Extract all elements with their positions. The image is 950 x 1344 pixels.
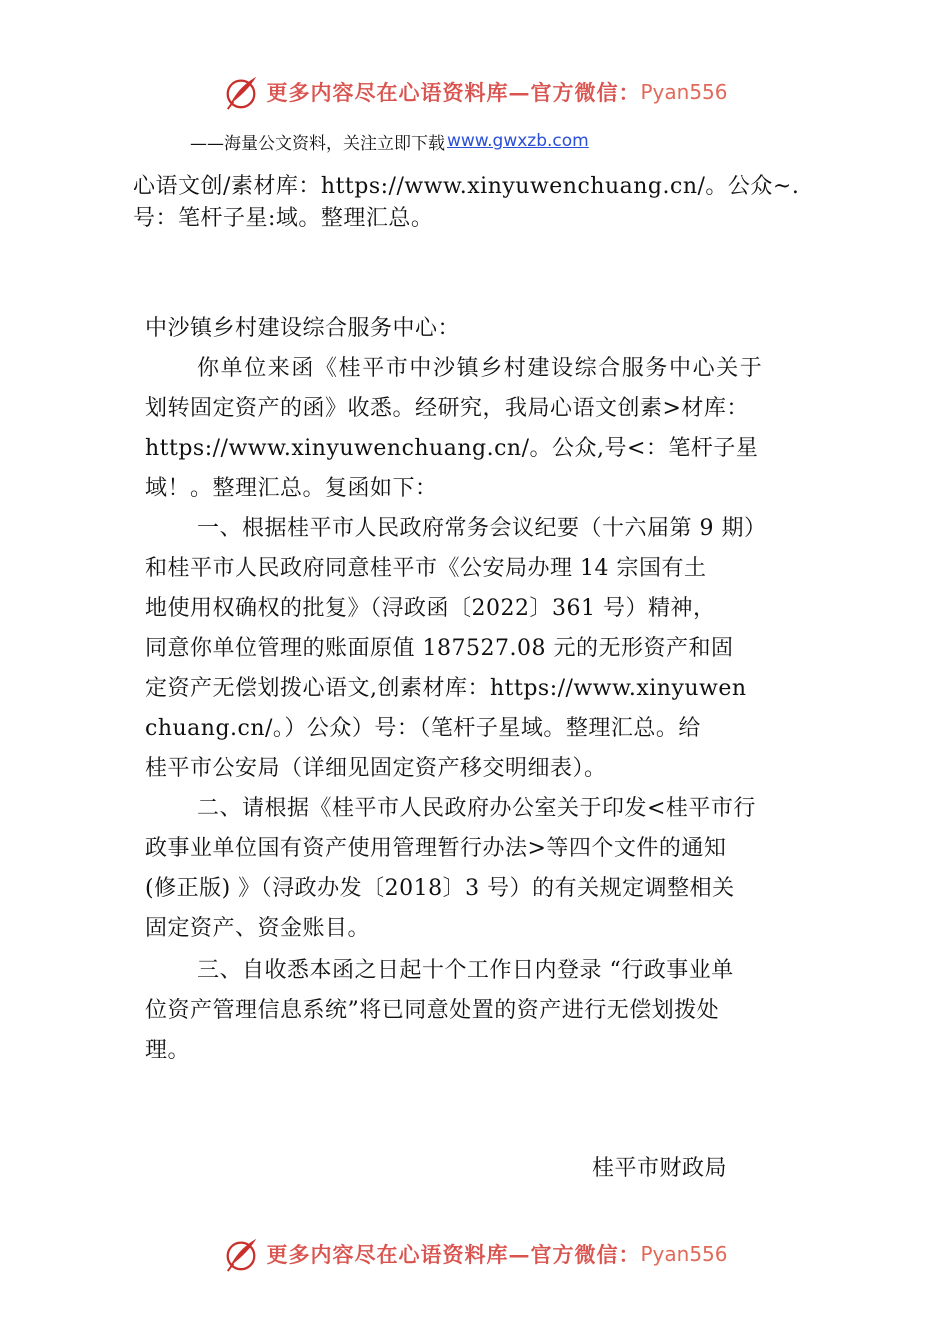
signature: 桂平市财政局 [592,1156,728,1181]
quill-logo-icon [222,1235,260,1273]
banner-wechat-handle: Pyan556 [640,80,728,104]
download-notice [190,126,589,156]
body-line: 你单位来函《桂平市中沙镇乡村建设综合服务中心关于 [197,356,764,381]
body-line: 固定资产、资金账目。 [145,916,371,941]
top-banner [0,70,950,114]
body-line: 三、自收悉本函之日起十个工作日内登录 “行政事业单 [197,958,734,983]
body-line: 域！。整理汇总。复函如下： [145,476,438,501]
body-line: 桂平市公安局（详细见固定资产移交明细表）。 [145,756,607,781]
body-line: 划转固定资产的函》收悉。经研究，我局心语文创素>材库： [145,396,749,421]
download-notice-text: ——海量公文资料，关注立即下载 [190,133,445,154]
body-line: 位资产管理信息系统”将已同意处置的资产进行无偿划拨处 [145,998,720,1023]
bottom-banner [0,1232,950,1276]
body-line: chuang.cn/。）公众）号：（笔杆子星域。整理汇总。给 [145,716,701,741]
body-line: 二、请根据《桂平市人民政府办公室关于印发<桂平市行 [197,796,756,821]
banner-text: 更多内容尽在心语资料库—官方微信： [266,1242,641,1267]
body-line: (修正版) 》（浔政办发〔2018〕3 号）的有关规定调整相关 [145,876,735,901]
salutation: 中沙镇乡村建设综合服务中心： [145,316,461,341]
header-line-2: 号：笔杆子星:域。整理汇总。 [133,206,434,231]
body-line: 和桂平市人民政府同意桂平市《公安局办理 14 宗国有土 [145,556,707,581]
banner-wechat-handle: Pyan556 [640,1242,728,1266]
banner-text: 更多内容尽在心语资料库—官方微信： [266,80,641,105]
body-line: https://www.xinyuwenchuang.cn/。公众,号<：笔杆子星 [145,436,759,461]
quill-logo-icon [222,73,260,111]
body-line: 一、根据桂平市人民政府常务会议纪要（十六届第 9 期） [197,516,767,541]
body-line: 理。 [145,1038,191,1063]
body-line: 同意你单位管理的账面原值 187527.08 元的无形资产和固 [145,636,734,661]
header-line-1: 心语文创/素材库：https://www.xinyuwenchuang.cn/。公众~. [133,174,800,199]
download-link[interactable]: www.gwxzb.com [447,131,589,151]
body-line: 地使用权确权的批复》（浔政函〔2022〕361 号）精神， [145,596,716,621]
body-line: 政事业单位国有资产使用管理暂行办法>等四个文件的通知 [145,836,727,861]
body-line: 定资产无偿划拨心语文,创素材库：https://www.xinyuwen [145,676,747,701]
